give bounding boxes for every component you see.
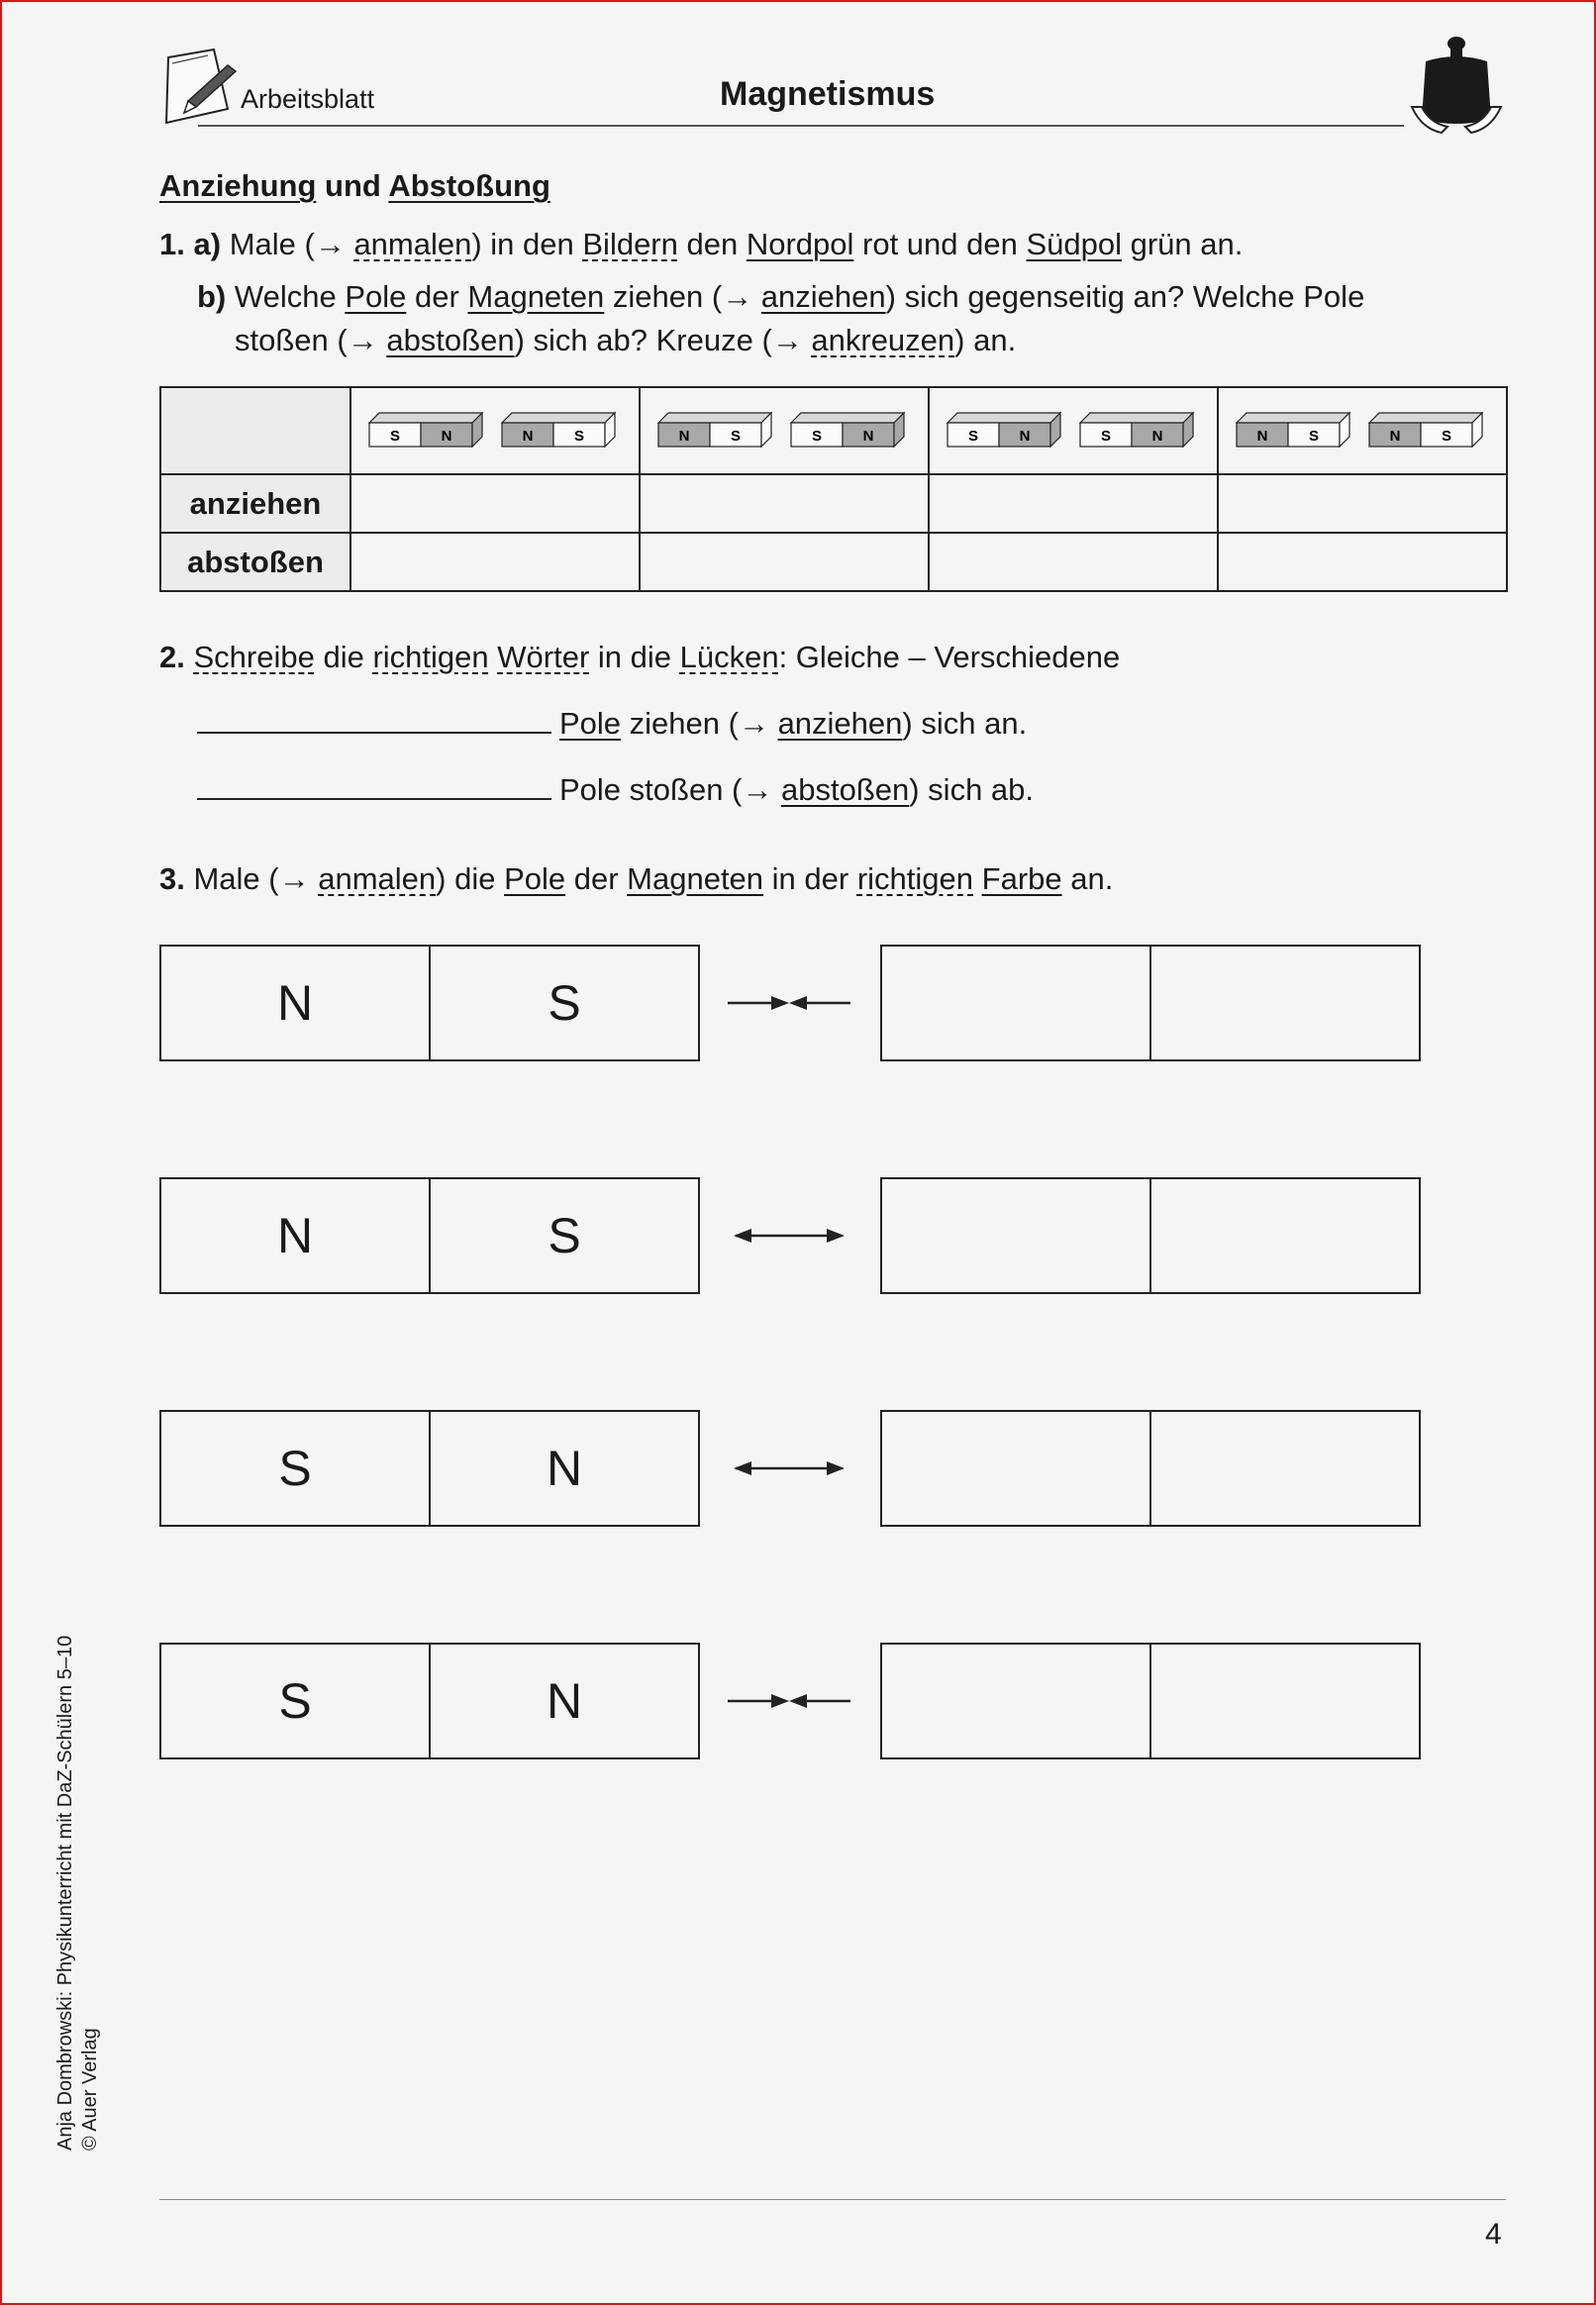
- pole-label: S: [1308, 428, 1320, 445]
- magnet-to-color[interactable]: [880, 945, 1421, 1061]
- pole-right: S: [548, 1208, 581, 1263]
- checkbox-cell[interactable]: [1218, 533, 1507, 591]
- text: in der: [763, 861, 857, 896]
- bar-magnet-icon: [1367, 411, 1490, 451]
- magnet-to-color[interactable]: [880, 1177, 1421, 1294]
- text: ) an.: [954, 323, 1017, 357]
- header-rule: [198, 125, 1404, 127]
- ex2-blank-line-2: [197, 768, 1034, 812]
- bar-magnet-icon: [500, 411, 623, 451]
- text: Welche: [234, 279, 346, 314]
- text: ) sich ab.: [909, 772, 1035, 807]
- checkbox-cell[interactable]: [929, 474, 1218, 533]
- bar-magnet-icon: [946, 411, 1068, 451]
- author-credit: Anja Dombrowski: Physikunterricht mit DaZ-Schülern 5–10: [54, 1635, 76, 2151]
- text: rot und den: [853, 227, 1027, 261]
- page-title: Magnetismus: [720, 75, 936, 113]
- pole-left: S: [161, 1412, 431, 1525]
- pole-box-right[interactable]: [1151, 1179, 1419, 1292]
- text: Lücken: [679, 640, 779, 674]
- header-label: Arbeitsblatt: [241, 84, 375, 114]
- pole-label: N: [441, 428, 452, 445]
- ex2-blank-line-1: [197, 702, 1027, 746]
- text: Magneten: [627, 861, 764, 896]
- text: abstoßen: [780, 772, 910, 807]
- text: stoßen (→: [235, 323, 387, 357]
- text: der: [565, 861, 628, 896]
- text: Farbe: [981, 861, 1062, 896]
- text: die: [314, 640, 373, 674]
- section-title-part3: Abstoßung: [388, 168, 550, 203]
- magnet-given: [159, 1410, 700, 1527]
- pole-right: N: [546, 1441, 583, 1496]
- pole-right: S: [548, 975, 581, 1031]
- text: Bildern: [582, 227, 678, 261]
- pole-label: N: [862, 428, 874, 445]
- magnet-to-color[interactable]: [880, 1410, 1421, 1527]
- checkbox-cell[interactable]: [640, 474, 929, 533]
- magnet-pair-cell-4: [1218, 387, 1507, 474]
- magnet-pair-cell-1: [350, 387, 640, 474]
- text: anziehen: [777, 706, 903, 741]
- ex3-line: [159, 857, 1113, 901]
- text: ) sich an.: [902, 706, 1028, 741]
- text: Wörter: [497, 640, 590, 674]
- pole-label: S: [967, 428, 979, 445]
- text: Pole: [559, 706, 622, 741]
- pole-right: N: [546, 1673, 583, 1729]
- text: : Gleiche – Verschiedene: [778, 640, 1121, 674]
- text: ) in den: [471, 227, 583, 261]
- pole-box-right[interactable]: [1151, 947, 1419, 1059]
- text: richtigen: [372, 640, 489, 674]
- checkbox-cell[interactable]: [929, 533, 1218, 591]
- magnet-to-color[interactable]: [880, 1643, 1421, 1759]
- text: abstoßen: [386, 323, 515, 357]
- pole-label: S: [1100, 428, 1112, 445]
- pencil-paper-icon: [158, 46, 242, 129]
- ex1-b-label: b): [197, 279, 227, 314]
- checkbox-cell[interactable]: [350, 474, 640, 533]
- pole-box-left[interactable]: [882, 947, 1151, 1059]
- text: Magneten: [467, 279, 605, 314]
- checkbox-cell[interactable]: [640, 533, 929, 591]
- pole-label: N: [1389, 428, 1401, 445]
- text: den: [677, 227, 747, 261]
- pole-box-right[interactable]: [1151, 1412, 1419, 1525]
- text: Pole: [345, 279, 407, 314]
- magnet-pair-cell-3: [929, 387, 1218, 474]
- ex1-number: 1.: [159, 227, 185, 261]
- pole-label: S: [1441, 428, 1452, 445]
- pole-left: N: [161, 947, 431, 1059]
- checkbox-cell[interactable]: [1218, 474, 1507, 533]
- bar-magnet-icon: [1235, 411, 1357, 451]
- magnet-pair-cell-2: [640, 387, 929, 474]
- ex1-a-line: [159, 223, 1243, 266]
- text: Male (→: [193, 861, 319, 896]
- text: ankreuzen: [811, 323, 955, 357]
- magnet-given: [159, 1177, 700, 1294]
- text: Pole stoßen (→: [559, 772, 781, 807]
- text: ziehen (→: [604, 279, 761, 314]
- bar-magnet-icon: [367, 411, 490, 451]
- magnet-table: [159, 386, 1508, 592]
- text: in die: [589, 640, 680, 674]
- row-label-abstossen: abstoßen: [160, 533, 350, 591]
- weight-in-hands-icon: [1408, 34, 1505, 143]
- pole-label: S: [573, 428, 585, 445]
- repel-arrows-icon: [726, 1224, 854, 1248]
- magnet-given: [159, 1643, 700, 1759]
- text: anziehen: [760, 279, 886, 314]
- pole-label: N: [522, 428, 534, 445]
- section-title-part2: und: [325, 168, 381, 203]
- pole-box-left[interactable]: [882, 1412, 1151, 1525]
- text: grün an.: [1122, 227, 1244, 261]
- ex1-a-label: a): [193, 227, 222, 261]
- checkbox-cell[interactable]: [350, 533, 640, 591]
- text: [489, 640, 498, 674]
- bar-magnet-icon: [789, 411, 912, 451]
- section-title: [159, 164, 550, 208]
- copyright-note: [53, 1636, 103, 2151]
- text: richtigen: [856, 861, 974, 896]
- bar-magnet-icon: [1078, 411, 1201, 451]
- answer-blank-1[interactable]: [197, 704, 551, 734]
- pole-label: N: [678, 428, 690, 445]
- attract-arrows-icon: [726, 991, 854, 1015]
- text: Male (→: [229, 227, 354, 261]
- pole-label: N: [1256, 428, 1268, 445]
- publisher-credit: © Auer Verlag: [79, 2028, 101, 2151]
- footer-rule: [159, 2199, 1506, 2200]
- table-corner: [160, 387, 350, 474]
- ex1-b-line1: [197, 275, 1364, 319]
- text: anmalen: [318, 861, 437, 896]
- text: ) sich ab? Kreuze (→: [514, 323, 812, 357]
- pole-left: N: [161, 1179, 431, 1292]
- ex1-b-line2: [235, 319, 1016, 362]
- repel-arrows-icon: [726, 1456, 854, 1480]
- pole-label: N: [1151, 428, 1163, 445]
- section-title-part1: Anziehung: [159, 168, 317, 203]
- text: [973, 861, 982, 896]
- pole-label: S: [389, 428, 401, 445]
- pole-box-left[interactable]: [882, 1179, 1151, 1292]
- pole-box-left[interactable]: [882, 1645, 1151, 1757]
- page-number: 4: [1485, 2218, 1502, 2251]
- row-label-anziehen: anziehen: [160, 474, 350, 533]
- text: Nordpol: [746, 227, 854, 261]
- pole-label: S: [730, 428, 742, 445]
- text: ) die: [436, 861, 505, 896]
- bar-magnet-icon: [656, 411, 779, 451]
- ex2-number: 2.: [159, 640, 185, 674]
- text: an.: [1061, 861, 1114, 896]
- text: der: [406, 279, 468, 314]
- pole-label: S: [811, 428, 823, 445]
- answer-blank-2[interactable]: [197, 770, 551, 800]
- text: ) sich gegenseitig an? Welche Pole: [885, 279, 1365, 314]
- pole-label: N: [1019, 428, 1031, 445]
- ex2-line: [159, 636, 1120, 679]
- text: Schreibe: [193, 640, 315, 674]
- pole-box-right[interactable]: [1151, 1645, 1419, 1757]
- pole-left: S: [161, 1645, 431, 1757]
- attract-arrows-icon: [726, 1689, 854, 1713]
- ex3-number: 3.: [159, 861, 185, 896]
- text: ziehen (→: [621, 706, 778, 741]
- text: anmalen: [353, 227, 472, 261]
- magnet-given: [159, 945, 700, 1061]
- text: Pole: [504, 861, 566, 896]
- text: Südpol: [1026, 227, 1122, 261]
